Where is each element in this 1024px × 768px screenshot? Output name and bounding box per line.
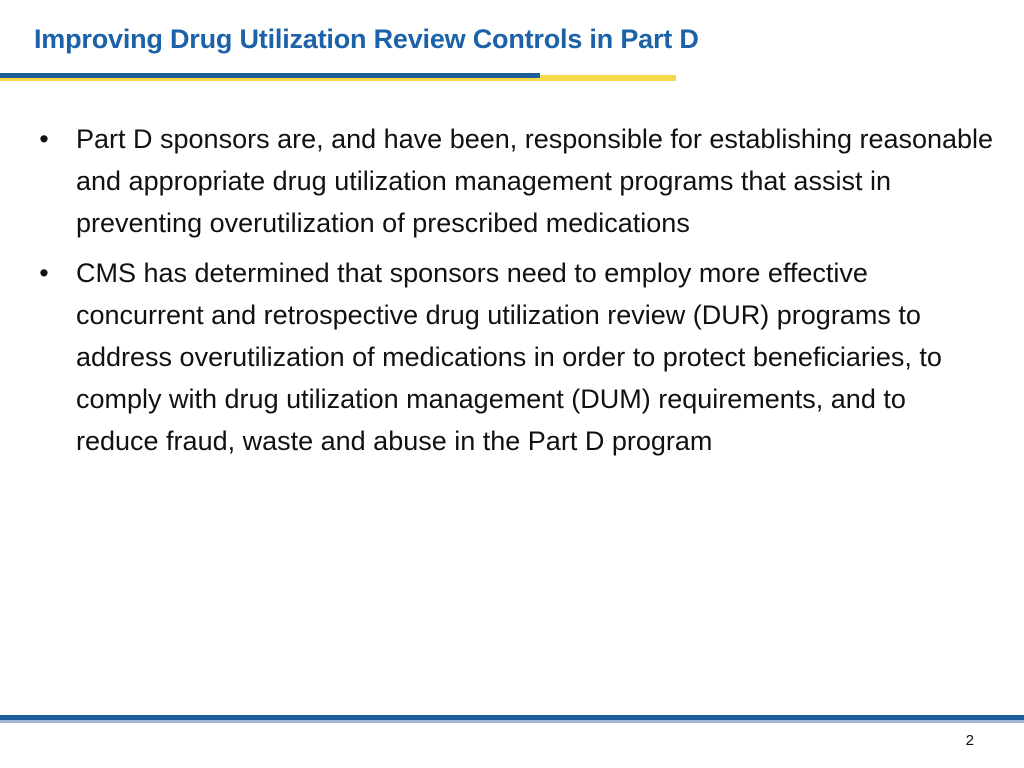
bullet-icon: • <box>39 258 49 288</box>
bullet-text: Part D sponsors are, and have been, responsible for establishing reasonable and appropriate drug utilization management programs that assist in preventing overutilization of prescribed medications <box>76 124 994 238</box>
bullet-list <box>34 118 994 470</box>
bullet-icon: • <box>39 124 49 154</box>
footer-rule-light <box>0 720 1024 723</box>
page-number: 2 <box>965 732 974 749</box>
bullet-item <box>34 252 994 462</box>
bullet-text: CMS has determined that sponsors need to employ more effective concurrent and retrospective drug utilization review (DUR) programs to address overutilization of medications in order to protect beneficiaries, to comply with drug utilization management (DUM) requirements, and to reduce fraud, waste and abuse in the Part D program <box>76 258 942 456</box>
slide-title: Improving Drug Utilization Review Controls in Part D <box>34 24 699 54</box>
title-underline-blue <box>0 73 540 78</box>
bullet-item <box>34 118 994 244</box>
